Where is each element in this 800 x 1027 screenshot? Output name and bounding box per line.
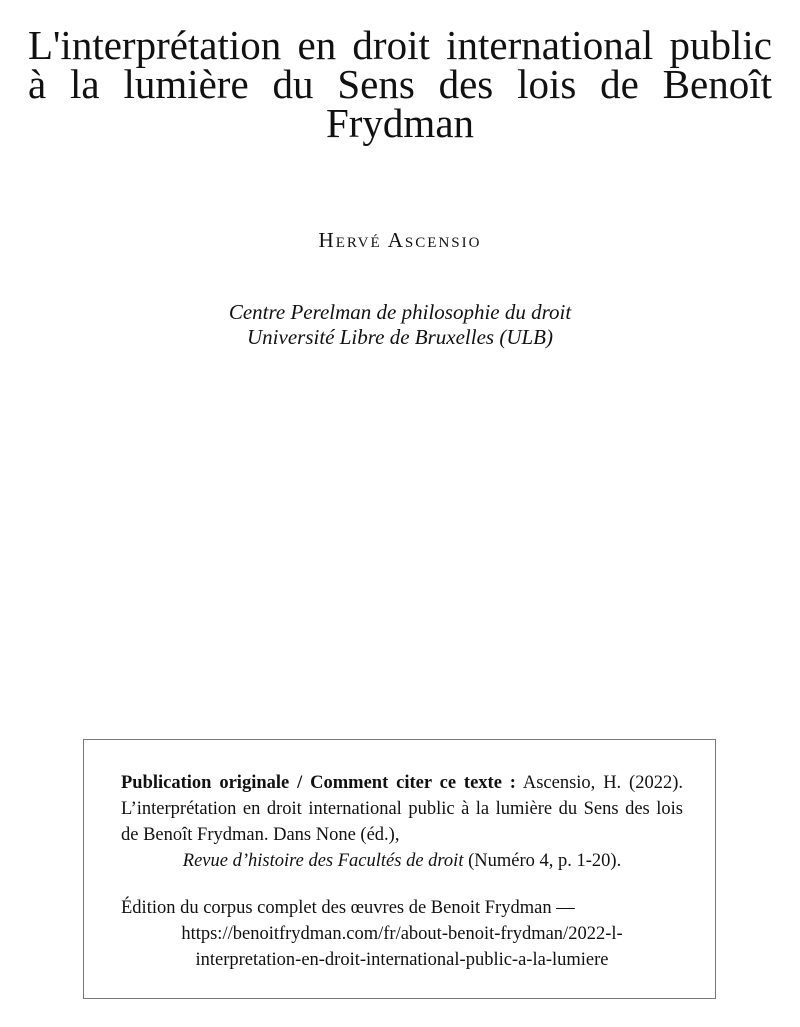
corpus-block <box>121 895 683 973</box>
affiliation <box>0 300 800 350</box>
author-name: Hervé Ascensio <box>318 228 482 252</box>
citation-text: Ascensio, H. (2022). L’interprétation en droit international public à la lumière du Sens des lois de Benoît Frydman. Dans None (éd.), <box>121 773 684 845</box>
citation-block <box>121 770 683 874</box>
journal-name: Revue d’histoire des Facultés de droit <box>182 851 464 871</box>
affiliation-line-1: Centre Perelman de philosophie du droit <box>228 300 572 324</box>
document-title: L'interprétation en droit international public à la lumière du Sens des lois de Benoît Frydman <box>28 22 772 146</box>
corpus-text: Édition du corpus complet des œuvres de Benoit Frydman — <box>121 898 575 918</box>
affiliation-line-2: Université Libre de Bruxelles (ULB) <box>247 325 553 349</box>
citation-details: (Numéro 4, p. 1-20). <box>463 851 622 871</box>
citation-journal-line <box>121 848 683 874</box>
corpus-url-part-1[interactable]: https://benoitfrydman.com/fr/about-benoit-frydman/2022-l- <box>181 924 623 944</box>
citation-box <box>83 739 716 999</box>
corpus-url[interactable] <box>121 921 683 973</box>
citation-label: Publication originale / Comment citer ce texte : <box>121 773 516 793</box>
corpus-url-part-2[interactable]: interpretation-en-droit-international-public-a-la-lumiere <box>195 950 609 970</box>
